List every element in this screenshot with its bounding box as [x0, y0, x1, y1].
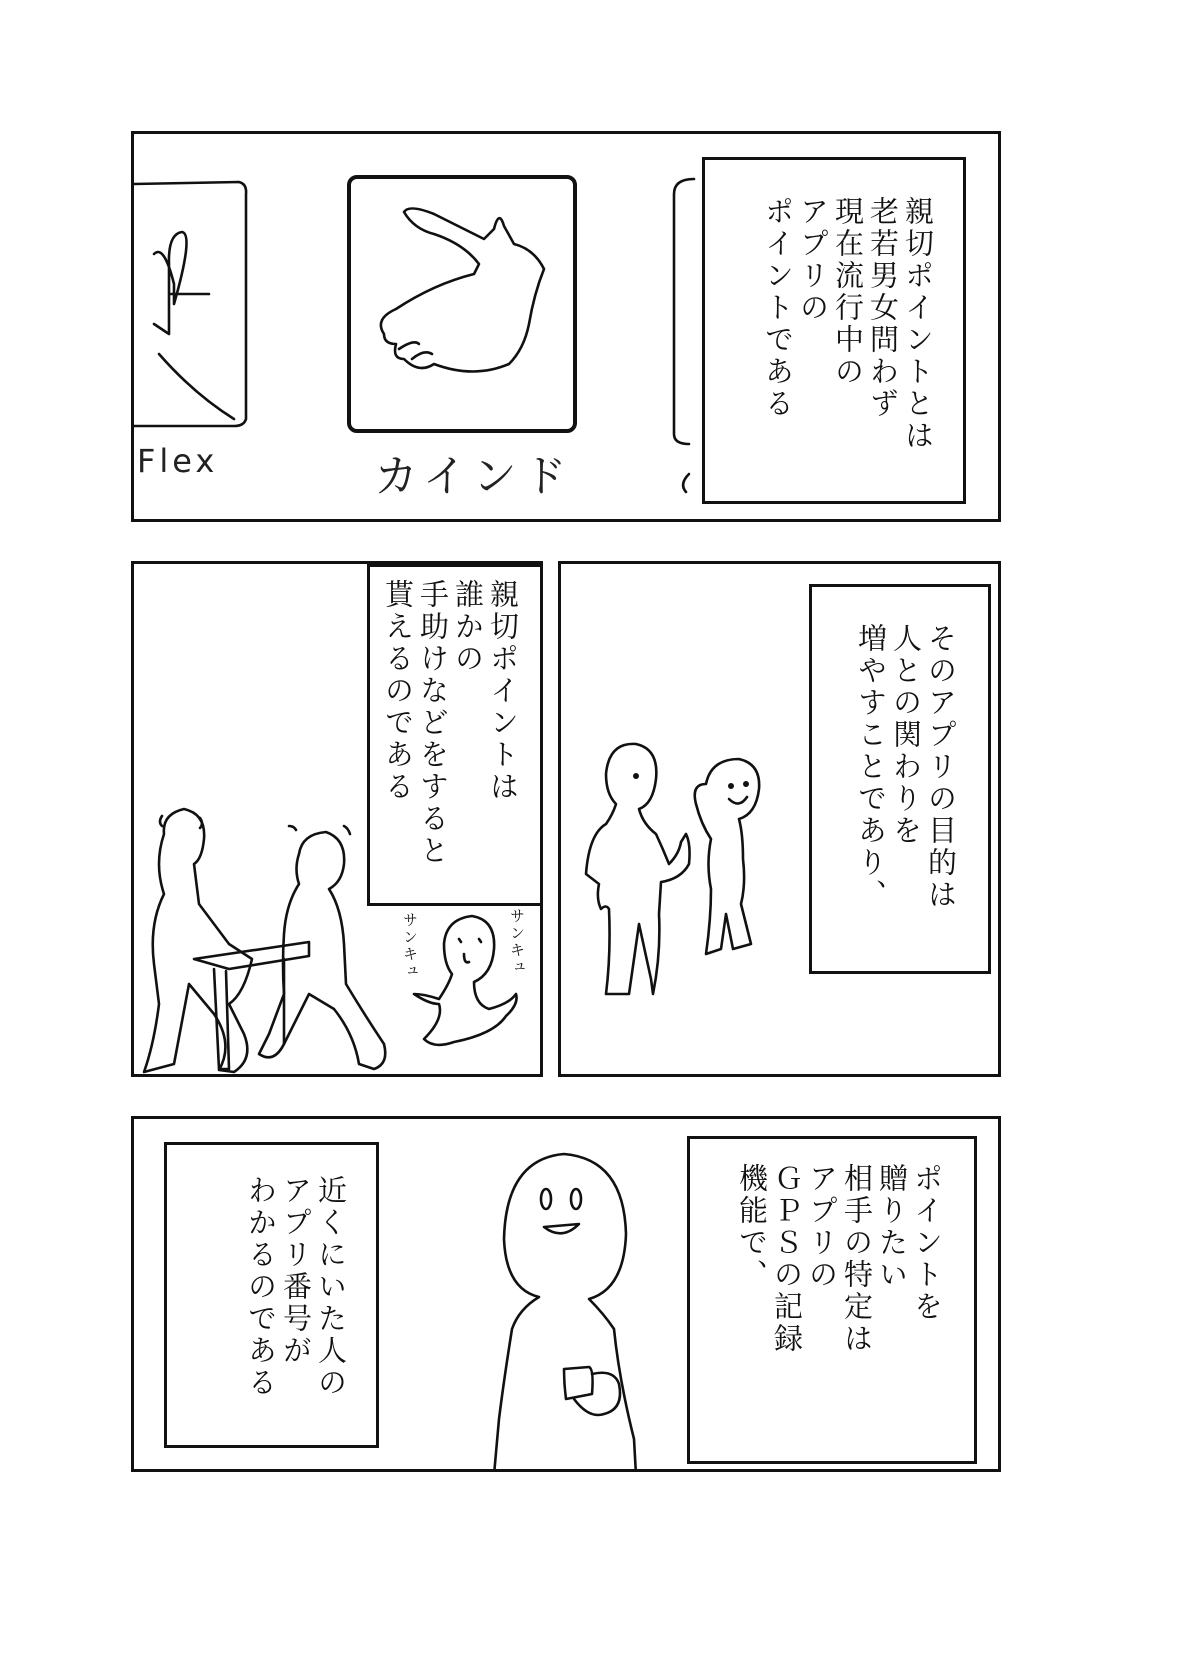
panel-4: [131, 1116, 1001, 1472]
smile: [544, 1224, 579, 1233]
panel-2: [131, 561, 543, 1077]
sfx-thanks-right: サンキュ: [508, 908, 526, 976]
caption-text-right: ポイントを 贈りたい 相手の特定は アプリの ＧＰＳの記録 機能で、: [735, 1163, 944, 1355]
flex-label: Flex: [137, 442, 219, 480]
person-thumbs-up: [586, 744, 690, 994]
kind-app-icon: [349, 177, 575, 431]
eye: [571, 1189, 581, 1209]
caption-box-right: [687, 1136, 977, 1464]
flex-icon-symbol: [154, 232, 234, 419]
caption-text: そのアプリの目的は 人との関わりを 増やすことであり、: [854, 623, 958, 911]
person-holding-phone: [494, 1154, 636, 1472]
phone-icon: [564, 1367, 593, 1399]
caption-box: [702, 157, 966, 504]
caption-box: [809, 584, 991, 974]
thumbs-up-hand-drawing: [381, 208, 544, 371]
eye: [541, 1189, 551, 1209]
caption-box-left: [164, 1142, 379, 1448]
third-app-icon: [674, 179, 694, 444]
sfx-thanks-left: サンキュ: [401, 912, 419, 980]
caption-text-left: 近くにいた人の アプリ番号が わかるのである: [244, 1175, 348, 1399]
kind-label: カインド: [374, 451, 573, 502]
caption-text: 親切ポイントは 誰かの 手助けなどをすると 貰えるのである: [381, 579, 520, 867]
panel-3: [558, 561, 1001, 1077]
person-scratching-head: [695, 759, 759, 954]
eye: [633, 773, 639, 779]
flex-app-icon: [134, 182, 246, 426]
caption-text: 親切ポイントとは 老若男女問わず 現在流行中の アプリの ポイントである: [761, 196, 935, 452]
sitting-baby: [414, 916, 517, 1045]
caption-box: [367, 564, 543, 906]
person-carrying-left: [144, 809, 252, 1072]
panel-1: [131, 131, 1001, 522]
